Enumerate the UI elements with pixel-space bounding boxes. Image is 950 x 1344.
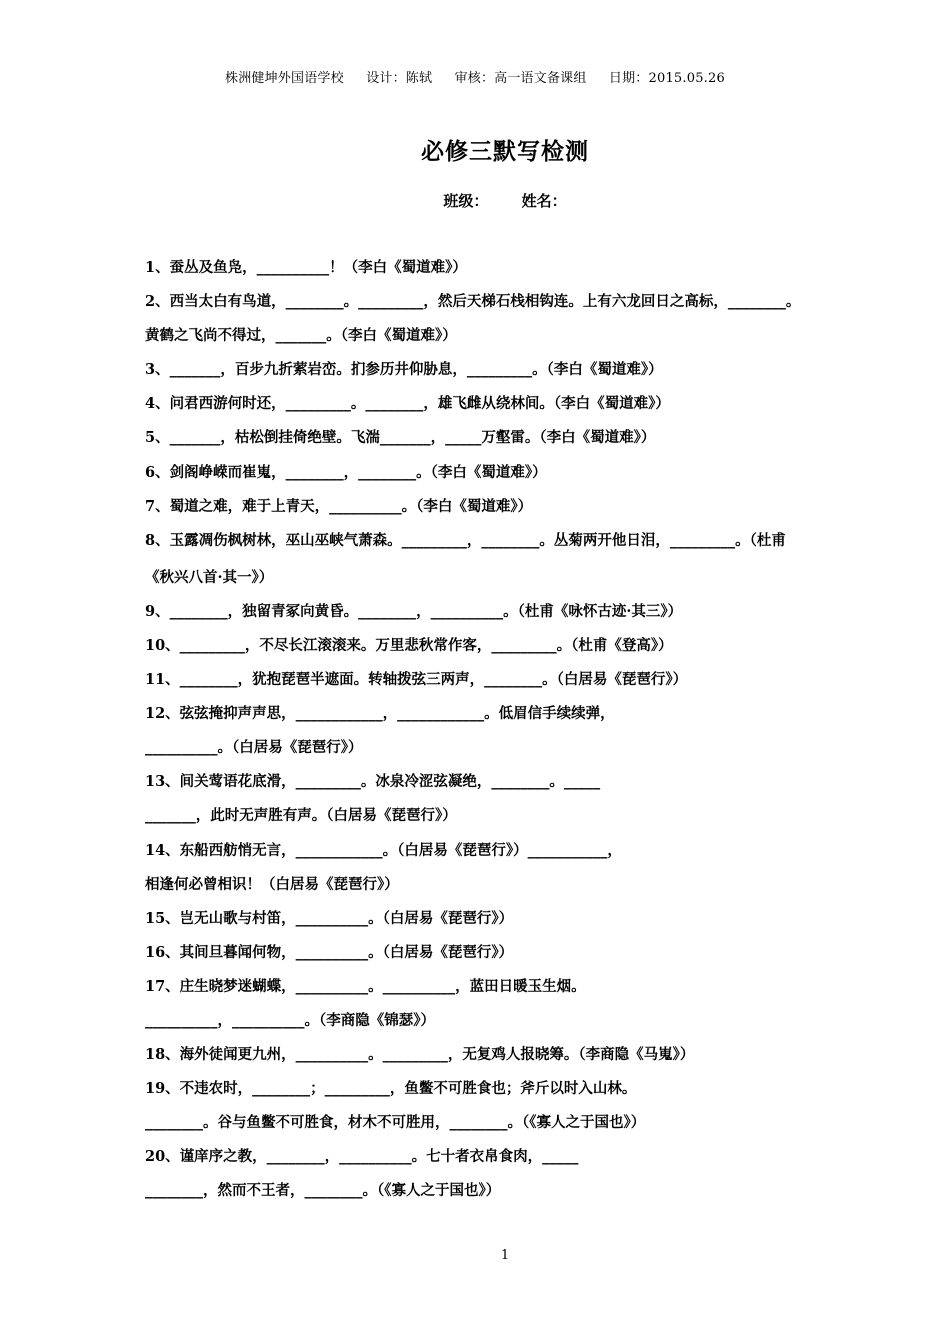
- question-line: 20、谨庠序之教，________，__________。七十者衣帛食肉，_____: [145, 1148, 579, 1166]
- question-line: 8、玉露凋伤枫树林，巫山巫峡气萧森。_________，________。丛菊两开他日泪，_________。（杜甫: [145, 531, 786, 549]
- question-line: ________，然而不王者，________。（《寡人之于国也》）: [145, 1182, 501, 1200]
- question-list: [145, 256, 870, 1214]
- question-line: 12、弦弦掩抑声声思，____________，____________。低眉信手续续弹，: [145, 705, 615, 723]
- question-line: 5、_______，枯松倒挂倚绝壁。飞湍_______，_____万壑雷。（李白《蜀道难》）: [145, 429, 656, 447]
- question-line: _______，此时无声胜有声。（白居易《琵琶行》）: [145, 807, 457, 825]
- question-line: 2、西当太白有鸟道，________。_________，然后天梯石栈相钩连。上有六龙回日之高标，________。: [145, 293, 801, 311]
- question-line: __________，__________。（李商隐《锦瑟》）: [145, 1011, 435, 1029]
- question-line: 相逢何必曾相识！（白居易《琵琶行》）: [145, 875, 399, 893]
- name-label: 姓名：: [521, 192, 567, 210]
- page-header: [0, 67, 950, 86]
- question-line: ________。谷与鱼鳖不可胜食，材木不可胜用，________。（《寡人之于国也》）: [145, 1114, 646, 1132]
- date-info: 日期：2015.05.26: [608, 71, 725, 86]
- question-line: 3、_______，百步九折萦岩峦。扪参历井仰胁息，_________。（李白《蜀道难》）: [145, 361, 663, 379]
- question-line: 14、东船西舫悄无言，____________。（白居易《琵琶行》）___________，: [145, 841, 622, 859]
- question-line: 4、问君西游何时还，_________。________，雄飞雌从绕林间。（李白《蜀道难》）: [145, 395, 670, 413]
- page-title: 必修三默写检测: [421, 138, 589, 165]
- question-line: 10、_________，不尽长江滚滚来。万里悲秋常作客，_________。（杜甫《登高》）: [145, 636, 673, 654]
- question-line: 11、________，犹抱琵琶半遮面。转轴拨弦三两声，________。（白居易《琵琶行》）: [145, 671, 688, 689]
- page-number: 1: [500, 1248, 510, 1263]
- question-line: 16、其间旦暮闻何物，__________。（白居易《琵琶行》）: [145, 943, 514, 961]
- question-line: 《秋兴八首·其一》）: [145, 568, 274, 586]
- question-line: 7、蜀道之难，难于上青天，__________。（李白《蜀道难》）: [145, 497, 533, 515]
- question-line: 9、________，独留青冢向黄昏。________，__________。（杜甫《咏怀古迹·其三》）: [145, 602, 683, 620]
- school-name: 株洲健坤外国语学校: [225, 71, 344, 86]
- question-line: 黄鹤之飞尚不得过，_______。（李白《蜀道难》）: [145, 327, 457, 345]
- question-line: __________。（白居易《琵琶行》）: [145, 739, 363, 757]
- reviewer-info: 审核：高一语文备课组: [454, 71, 587, 86]
- question-line: 17、庄生晓梦迷蝴蝶，__________。__________，蓝田日暖玉生烟。: [145, 977, 586, 995]
- designer-info: 设计：陈轼: [366, 71, 433, 86]
- question-line: 18、海外徒闻更九州，__________。_________，无复鸡人报晓筹。（李商隐《马嵬》）: [145, 1046, 695, 1064]
- question-line: 19、不违农时，________；_________，鱼鳖不可胜食也；斧斤以时入山林。: [145, 1080, 637, 1098]
- student-info: [0, 190, 950, 211]
- class-label: 班级：: [443, 192, 489, 210]
- question-line: 15、岂无山歌与村笛，__________。（白居易《琵琶行》）: [145, 909, 514, 927]
- question-line: 13、间关莺语花底滑，_________。冰泉冷涩弦凝绝，________。_____: [145, 773, 601, 791]
- question-line: 6、剑阁峥嵘而崔嵬，________，________。（李白《蜀道难》）: [145, 463, 547, 481]
- question-line: 1、蚕丛及鱼凫，__________！（李白《蜀道难》）: [145, 259, 467, 276]
